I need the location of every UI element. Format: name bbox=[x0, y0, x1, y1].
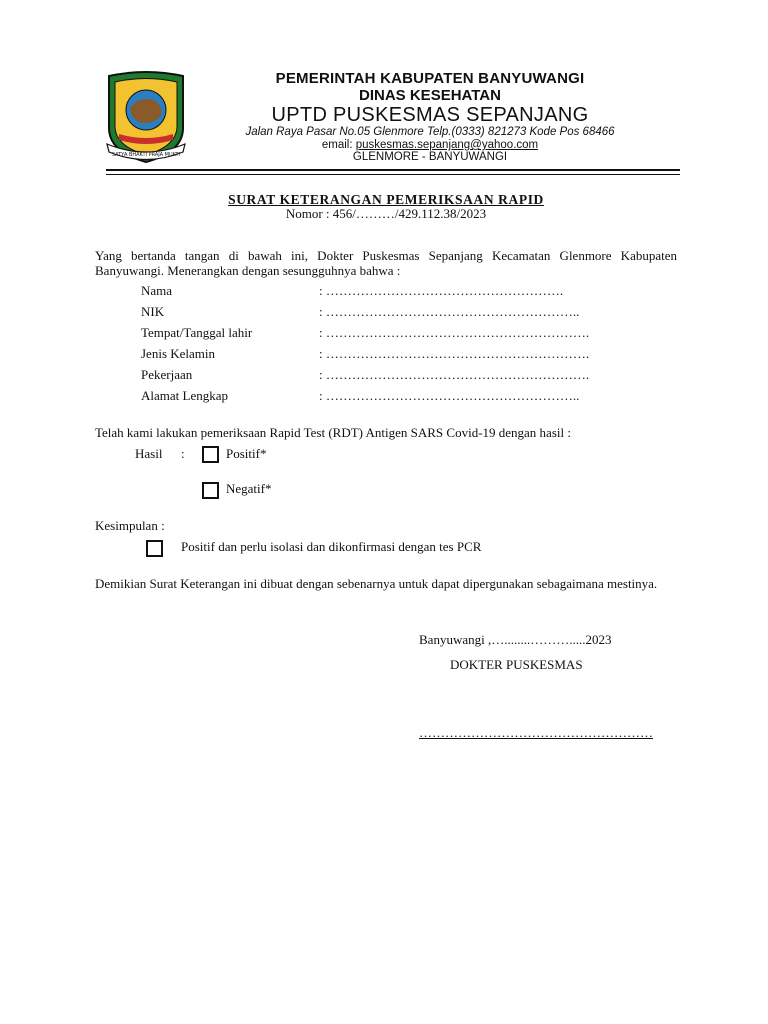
banyuwangi-regency-logo bbox=[103, 70, 189, 166]
email-link[interactable]: puskesmas.sepanjang@yahoo.com bbox=[355, 139, 539, 151]
letterhead bbox=[200, 70, 660, 163]
result-intro: Telah kami lakukan pemeriksaan Rapid Test (RDT) Antigen SARS Covid-19 dengan hasil : bbox=[95, 425, 571, 440]
header-divider-thin bbox=[106, 174, 680, 175]
closing-paragraph: Demikian Surat Keterangan ini dibuat dengan sebenarnya untuk dapat dipergunakan sebagaimana mestinya. bbox=[95, 576, 658, 591]
document-number: Nomor : 456/………/429.112.38/2023 bbox=[285, 206, 487, 221]
field-blank[interactable]: : ………………………………………………….. bbox=[319, 388, 580, 403]
department-name: DINAS KESEHATAN bbox=[359, 87, 501, 104]
field-blank[interactable]: : ……………………………………………………. bbox=[319, 367, 590, 382]
intro-paragraph: Yang bertanda tangan di bawah ini, Dokter Puskesmas Sepanjang Kecamatan Glenmore Kabupaten Banyuwangi. Menerangkan dengan sesungguhnya bahwa : bbox=[95, 248, 677, 278]
negative-checkbox[interactable] bbox=[202, 482, 219, 499]
institution-name: UPTD PUSKESMAS SEPANJANG bbox=[271, 104, 589, 126]
institution-email-line bbox=[200, 139, 660, 151]
field-blank[interactable]: : ………………………………………………. bbox=[319, 283, 564, 298]
svg-text:SATYA BHAKTI PRAJA MUKTI: SATYA BHAKTI PRAJA MUKTI bbox=[111, 152, 181, 158]
kesimpulan-label: Kesimpulan : bbox=[95, 518, 165, 533]
field-blank[interactable]: : ………………………………………………….. bbox=[319, 304, 580, 319]
institution-location: GLENMORE - BANYUWANGI bbox=[352, 151, 508, 163]
place-date[interactable]: Banyuwangi ,…........……….....2023 bbox=[419, 632, 612, 647]
positive-checkbox[interactable] bbox=[202, 446, 219, 463]
field-label: Tempat/Tanggal lahir bbox=[141, 325, 253, 340]
signer-title: DOKTER PUSKESMAS bbox=[450, 657, 583, 672]
field-label: NIK bbox=[141, 304, 165, 319]
institution-address: Jalan Raya Pasar No.05 Glenmore Telp.(0333) 821273 Kode Pos 68466 bbox=[245, 126, 615, 138]
document-title: SURAT KETERANGAN PEMERIKSAAN RAPID bbox=[228, 192, 544, 207]
field-blank[interactable]: : ……………………………………………………. bbox=[319, 346, 590, 361]
positive-option-label: Positif* bbox=[226, 446, 267, 461]
signature-line[interactable]: ……………………………………………… bbox=[419, 725, 653, 740]
field-label: Nama bbox=[141, 283, 173, 298]
pcr-confirmation-label: Positif dan perlu isolasi dan dikonfirmasi dengan tes PCR bbox=[181, 539, 482, 554]
field-blank[interactable]: : ……………………………………………………. bbox=[319, 325, 590, 340]
field-label: Jenis Kelamin bbox=[141, 346, 216, 361]
header-divider-thick bbox=[106, 169, 680, 171]
negative-option-label: Negatif* bbox=[226, 481, 272, 496]
hasil-label: Hasil bbox=[135, 446, 163, 461]
field-label: Alamat Lengkap bbox=[141, 388, 228, 403]
pcr-confirmation-checkbox[interactable] bbox=[146, 540, 163, 557]
government-name: PEMERINTAH KABUPATEN BANYUWANGI bbox=[275, 70, 585, 87]
hasil-colon: : bbox=[181, 446, 185, 461]
field-label: Pekerjaan bbox=[141, 367, 193, 382]
email-label: email: bbox=[321, 139, 356, 151]
